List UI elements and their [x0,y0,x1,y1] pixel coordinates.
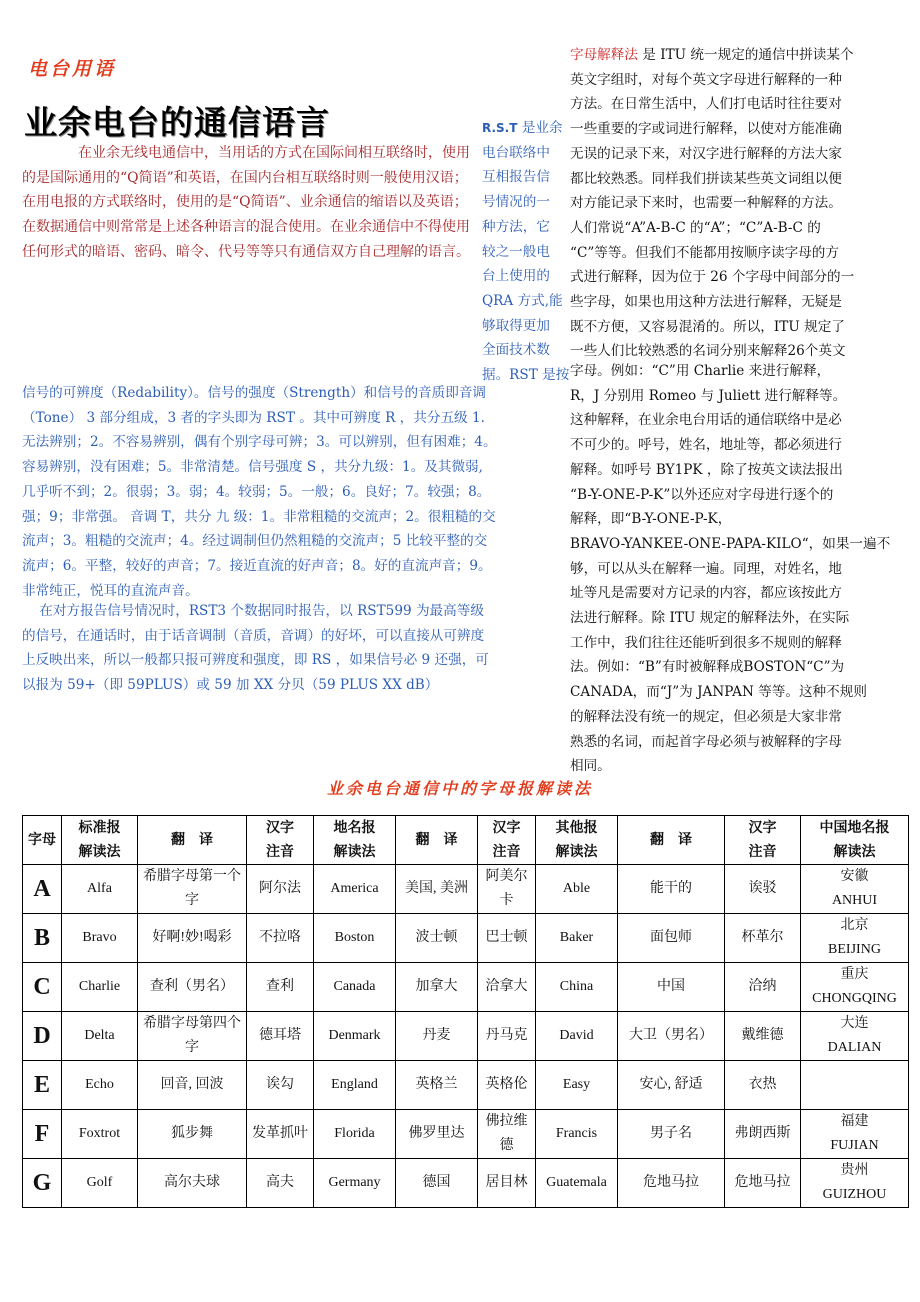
table-cell: Baker [536,914,618,963]
rst-body-line: 强；9；非常强。 音调 T，共分 九 级：1。非常粗糙的交流声；2。很粗糙的交 [22,508,496,525]
rst-column-line: 号情况的一 [482,194,550,211]
letter-explanation-heading: 字母解释法 [570,47,638,63]
explanation-line: 解释，即“B-Y-ONE-P-K， [570,511,732,528]
letter-cell: A [23,865,62,914]
table-cell: China [536,963,618,1012]
table-cell: 面包师 [618,914,725,963]
table-cell: 洽拿大 [478,963,536,1012]
table-cell: Golf [62,1159,138,1208]
table-cell: 阿美尔卡 [478,865,536,914]
table-cell: 回音, 回波 [138,1061,247,1110]
table-cell: 洽纳 [725,963,801,1012]
table-cell: Guatemala [536,1159,618,1208]
column-header [801,816,909,865]
table-cell: 发革抓叶 [247,1110,314,1159]
rst-body-line: 容易辨别，没有困难；5。非常清楚。信号强度 S ，共分九级：1。及其微弱, [22,459,483,476]
column-header [247,816,314,865]
explanation-line: 式进行解释，因为位于 26 个字母中间部分的一 [570,269,855,286]
table-cell: 危地马拉 [725,1159,801,1208]
table-cell: Denmark [314,1012,396,1061]
explanation-line: 些字母，如果也用这种方法进行解释，无疑是 [570,294,842,310]
table-cell: Easy [536,1061,618,1110]
column-header [314,816,396,865]
intro-paragraph: 在业余无线电通信中，当用话的方式在国际间相互联络时，使用的是国际通用的“Q简语”和英语，在国内台相互联络时则一般使用汉语；在用电报的方式联络时，使用的是“Q简语”、业余通信的缩语以及英语；在数据通信中则常常是上述各种语言的混合使用。在业余通信中不得使用任何形式的暗语、密码、暗令、代号等等只有通信双方自己理解的语言。 [22,145,470,260]
table-cell: 美国, 美洲 [396,865,478,914]
table-cell: 好啊!妙!喝彩 [138,914,247,963]
table-cell: 查利（男名） [138,963,247,1012]
table-cell: 中国 [618,963,725,1012]
table-cell: David [536,1012,618,1061]
rst-column-line: 够取得更加 [482,317,550,334]
table-cell: England [314,1061,396,1110]
column-header [396,816,478,865]
table-row [23,1110,909,1159]
rst-column-line: 较之一般电 [482,243,550,260]
table-cell: 安心, 舒适 [618,1061,725,1110]
explanation-line: 解释。如呼号 BY1PK ，除了按英文读法报出 [570,461,843,478]
explanation-line: 不可少的。呼号，姓名，地址等，都必须进行 [570,437,842,454]
column-header [23,816,62,865]
table-cell: 衣热 [725,1061,801,1110]
table-cell: Alfa [62,865,138,914]
table-cell: 丹马克 [478,1012,536,1061]
table-cell: 诶勾 [247,1061,314,1110]
table-cell: 诶驳 [725,865,801,914]
rst-para2-line: 上反映出来，所以一般都只报可辨度和强度，即 RS ，如果信号必 9 还强，可 [22,652,489,669]
table-cell: Bravo [62,914,138,963]
explanation-line: R，J 分别用 Romeo 与 Juliett 进行解释等。 [570,387,847,404]
table-cell: 男子名 [618,1110,725,1159]
table-row [23,1012,909,1061]
explanation-line [570,43,854,68]
rst-body-line: （Tone） 3 部分组成，3 者的字头即为 RST 。其中可辨度 R ，共分五级 1. [22,409,485,426]
column-header-text: 解读法 [333,844,376,860]
table-cell: 波士顿 [396,914,478,963]
column-header-text: 汉字 [266,820,294,836]
rst-column-line: 电台联络中 [482,144,550,161]
explanation-line: 工作中，我们往往还能听到很多不规则的解释 [570,634,842,651]
rst-column-line: 种方法，它 [482,218,550,235]
table-cell: 不拉咯 [247,914,314,963]
table-cell: 丹麦 [396,1012,478,1061]
rst-para2-line: 在对方报告信号情况时，RST3 个数据同时报告，以 RST599 为最高等级 [22,603,484,619]
explanation-line: 一些重要的字或词进行解释，以使对方能准确 [570,121,842,138]
table-cell: 阿尔法 [247,865,314,914]
rst-para2-line: 的信号，在通话时，由于话音调制（音质，音调）的好坏，可以直接从可辨度 [22,627,485,644]
column-header-text: 解读法 [833,844,876,860]
explanation-line: 无误的记录下来，对汉字进行解释的方法大家 [570,145,842,162]
column-header-text: 翻 译 [171,832,213,848]
explanation-line: 都比较熟悉。同样我们拼读某些英文词组以便 [570,170,842,187]
column-header [618,816,725,865]
table-cell: 加拿大 [396,963,478,1012]
table-cell: Able [536,865,618,914]
column-header-text: 解读法 [555,844,598,860]
column-header-text: 注音 [492,844,521,860]
explanation-line: 人们常说“A”A-B-C 的“A”；“C”A-B-C 的 [570,219,821,236]
phonetic-alphabet-table [22,815,909,1208]
explanation-line: 熟悉的名词，而起首字母必须与被解释的字母 [570,733,842,750]
rst-column-line [482,116,563,141]
letter-cell: D [23,1012,62,1061]
table-cell: 大连 DALIAN [801,1012,909,1061]
rst-column-line: 互相报告信 [482,169,550,186]
table-cell: Delta [62,1012,138,1061]
rst-column-line: QRA 方式,能 [482,292,563,309]
letter-cell: B [23,914,62,963]
letter-cell: C [23,963,62,1012]
explanation-line: 一些人们比较熟悉的名词分别来解释26个英文 [570,343,846,360]
rst-column-line: 台上使用的 [482,268,550,285]
rst-body-line: 流声；3。粗糙的交流声；4。经过调制但仍然粗糙的交流声；5 比较平整的交 [22,533,488,550]
column-header [138,816,247,865]
explanation-line: 对方能记录下来时，也需要一种解释的方法。 [570,195,842,212]
table-cell: 英格伦 [478,1061,536,1110]
table-cell: Canada [314,963,396,1012]
rst-body-line: 几乎听不到；2。很弱；3。弱；4。较弱；5。一般；6。良好；7。较强；8。 [22,483,491,500]
rst-label: R.S.T [482,121,518,135]
letter-cell: E [23,1061,62,1110]
table-cell: 高夫 [247,1159,314,1208]
page-title: 业余电台的通信语言 [24,103,330,142]
table-cell: Francis [536,1110,618,1159]
table-row [23,1159,909,1208]
explanation-line: 址等凡是需要对方记录的内容，都应该按此方 [570,585,842,602]
table-cell: 弗朗西斯 [725,1110,801,1159]
column-header [536,816,618,865]
table-cell: 巴士顿 [478,914,536,963]
rst-column-line: 据。RST 是按 [482,367,570,383]
table-cell [801,1061,909,1110]
table-cell: 安徽 ANHUI [801,865,909,914]
column-header-text: 地名报 [333,820,376,836]
table-title: 业余电台通信中的字母报解读法 [326,779,593,798]
rst-column-line: 全面技术数 [482,342,550,359]
column-header [62,816,138,865]
explanation-line: 字母。例如：“C”用 Charlie 来进行解释， [570,363,831,379]
column-header-text: 中国地名报 [819,820,890,836]
table-cell: 佛罗里达 [396,1110,478,1159]
table-cell: Florida [314,1110,396,1159]
table-cell: 希腊字母第一个字 [138,865,247,914]
explanation-line-text: 是 ITU 统一规定的通信中拼读某个 [637,47,854,63]
table-row [23,865,909,914]
rst-label-rest: 是业余 [517,120,563,136]
letter-cell: F [23,1110,62,1159]
table-cell: 能干的 [618,865,725,914]
explanation-line: 方法。在日常生活中，人们打电话时往往要对 [570,96,842,113]
table-header-row [23,816,909,865]
letter-cell: G [23,1159,62,1208]
table-cell: Foxtrot [62,1110,138,1159]
table-cell: 危地马拉 [618,1159,725,1208]
table-cell: Charlie [62,963,138,1012]
column-header-text: 其他报 [555,820,598,836]
table-cell: 贵州 GUIZHOU [801,1159,909,1208]
explanation-line: 英文字组时，对每个英文字母进行解释的一种 [570,71,842,88]
table-row [23,1061,909,1110]
explanation-line: 法。例如：“B”有时被解释成BOSTON“C”为 [570,659,845,676]
table-cell: 重庆 CHONGQING [801,963,909,1012]
column-header-text: 字母 [28,832,56,848]
column-header [725,816,801,865]
table-cell: America [314,865,396,914]
table-cell: 居目林 [478,1159,536,1208]
table-cell: 德耳塔 [247,1012,314,1061]
table-row [23,914,909,963]
rst-body-line: 流声；6。平整，较好的声音；7。接近直流的好声音；8。好的直流声音；9。 [22,557,492,574]
section-tag: 电台用语 [28,58,117,80]
table-cell: 佛拉维德 [478,1110,536,1159]
table-cell: 德国 [396,1159,478,1208]
column-header-text: 汉字 [748,820,777,836]
explanation-line: 的解释法没有统一的规定，但必须是大家非常 [570,708,842,725]
rst-para2-line: 以报为 59+（即 59PLUS）或 59 加 XX 分贝（59 PLUS XX dB） [22,677,439,694]
explanation-line: “B-Y-ONE-P-K”以外还应对字母进行逐个的 [570,486,834,503]
column-header [478,816,536,865]
table-cell: Germany [314,1159,396,1208]
explanation-line: CANADA，而“J”为 JANPAN 等等。这种不规则 [570,684,867,701]
table-cell: 福建 FUJIAN [801,1110,909,1159]
explanation-line: 这种解释，在业余电台用话的通信联络中是必 [570,412,842,429]
explanation-line: 够，可以从头在解释一遍。同理，对姓名，地 [570,560,842,577]
table-cell: 大卫（男名） [618,1012,725,1061]
explanation-line: 既不方便，又容易混淆的。所以，ITU 规定了 [570,318,845,335]
column-header-text: 汉字 [492,820,521,836]
column-header-text: 翻 译 [415,832,458,848]
table-row [23,963,909,1012]
table-cell: 北京 BEIJING [801,914,909,963]
rst-body-line: 非常纯正，悦耳的直流声音。 [22,582,199,599]
table-cell: 戴维德 [725,1012,801,1061]
table-cell: 高尔夫球 [138,1159,247,1208]
column-header-text: 注音 [266,844,294,860]
table-cell: 英格兰 [396,1061,478,1110]
column-header-text: 翻 译 [650,832,692,848]
explanation-line: 法进行解释。除 ITU 规定的解释法外，在实际 [570,610,850,626]
rst-body-line: 无法辨别；2。不容易辨别，偶有个别字母可辨；3。可以辨别，但有困难；4。 [22,434,497,451]
explanation-line: BRAVO-YANKEE-ONE-PAPA-KILO“，如果一遍不 [570,535,891,552]
table-cell: Boston [314,914,396,963]
rst-body-line: 信号的可辨度（Redability）。信号的强度（Strength）和信号的音质即音调 [22,385,487,401]
table-cell: 杯革尔 [725,914,801,963]
explanation-line: “C”等等。但我们不能都用按顺序读字母的方 [570,244,839,261]
table-cell: 查利 [247,963,314,1012]
table-cell: 狐步舞 [138,1110,247,1159]
explanation-line: 相同。 [570,758,611,775]
column-header-text: 解读法 [78,844,121,860]
table-cell: Echo [62,1061,138,1110]
column-header-text: 标准报 [78,820,121,836]
column-header-text: 注音 [748,844,777,860]
table-cell: 希腊字母第四个字 [138,1012,247,1061]
